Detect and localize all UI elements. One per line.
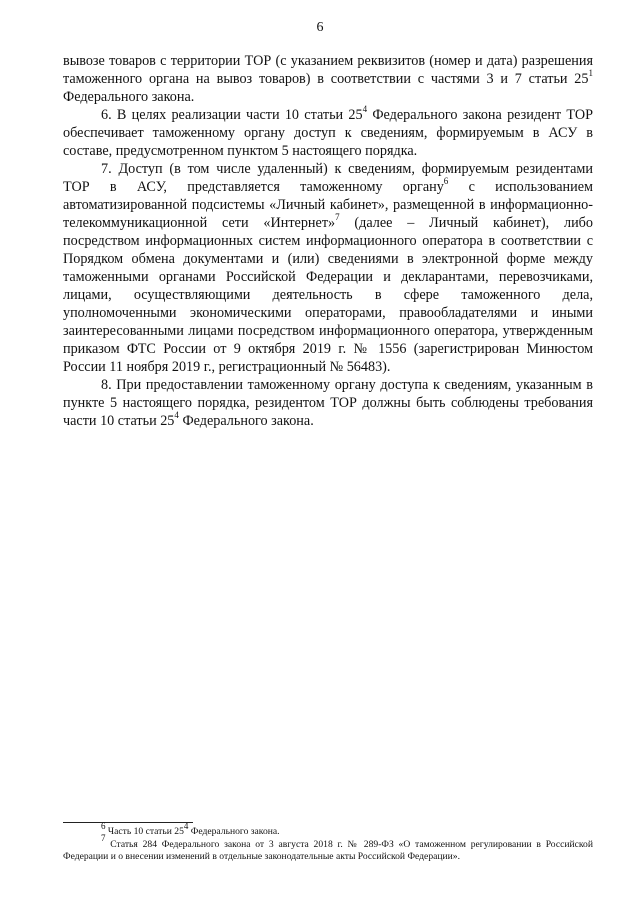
footnote-text: Федерального закона. [188, 826, 280, 837]
paragraph-text: 6. В целях реализации части 10 статьи 25 [101, 107, 363, 123]
document-body [63, 52, 593, 430]
paragraph-text: 7. Доступ (в том числе удаленный) к сведениям, формируемым резидентами ТОР в АСУ, представляется таможенному органу [63, 161, 593, 195]
paragraph-text: (далее – Личный кабинет), либо посредством информационных систем информационного оператора в соответствии с Порядком обмена документами и (или) сведениями в электронной форме между таможенными органами Российской Федерации и декларантами, перевозчиками, лицами, осуществляющими деятельность в сфере таможенного дела, уполномоченными экономическими операторами, правообладателями и иными заинтересованными лицами посредством информационного оператора, утвержденным приказом ФТС России от 9 октября 2019 г. № 1556 (зарегистрирован Минюстом России 11 ноября 2019 г., регистрационный № 56483). [63, 215, 593, 375]
footnotes [63, 820, 593, 864]
page-number: 6 [316, 20, 324, 35]
paragraph-7 [63, 160, 593, 376]
paragraph-6 [63, 106, 593, 160]
footnote-mark: 6 [101, 820, 106, 831]
footnote-divider [63, 822, 193, 823]
paragraph-8 [63, 376, 593, 430]
footnote-text: Часть 10 статьи 25 [105, 826, 184, 837]
superscript: 4 [183, 820, 189, 831]
paragraph-text: с использованием автоматизированной подсистемы «Личный кабинет», размещенной в информационно-телекоммуникационной сети «Интернет» [63, 179, 593, 231]
paragraph-text: вывозе товаров с территории ТОР (с указанием реквизитов (номер и дата) разрешения таможенного органа на вывоз товаров) в соответствии с частями 3 и 7 статьи 25 [63, 53, 593, 87]
paragraph-text: Федерального закона. [63, 89, 195, 105]
paragraph-continuation [63, 52, 593, 106]
footnote-7 [63, 833, 593, 864]
paragraph-text: 8. При предоставлении таможенному органу доступа к сведениям, указанным в пункте 5 настоящего порядка, резидентом ТОР должны быть соблюдены требования части 10 статьи 25 [63, 377, 593, 429]
footnote-text: Статья 284 Федерального закона от 3 августа 2018 г. № 289-ФЗ «О таможенном регулировании в Российской Федерации и о внесении изменений в отдельные законодательные акты Российской Федерации». [63, 838, 593, 862]
footnote-ref-6: 6 [443, 176, 449, 187]
paragraph-text: Федерального закона резидент ТОР обеспечивает таможенному органу доступ к сведениям, формируемым в АСУ в составе, предусмотренном пунктом 5 настоящего порядка. [63, 107, 594, 159]
superscript: 4 [174, 410, 179, 421]
superscript: 1 [588, 68, 593, 79]
footnote-mark: 7 [101, 833, 106, 844]
superscript: 4 [362, 104, 368, 115]
footnote-6 [63, 820, 593, 839]
footnote-ref-7: 7 [335, 212, 340, 223]
paragraph-text: Федерального закона. [178, 413, 314, 429]
